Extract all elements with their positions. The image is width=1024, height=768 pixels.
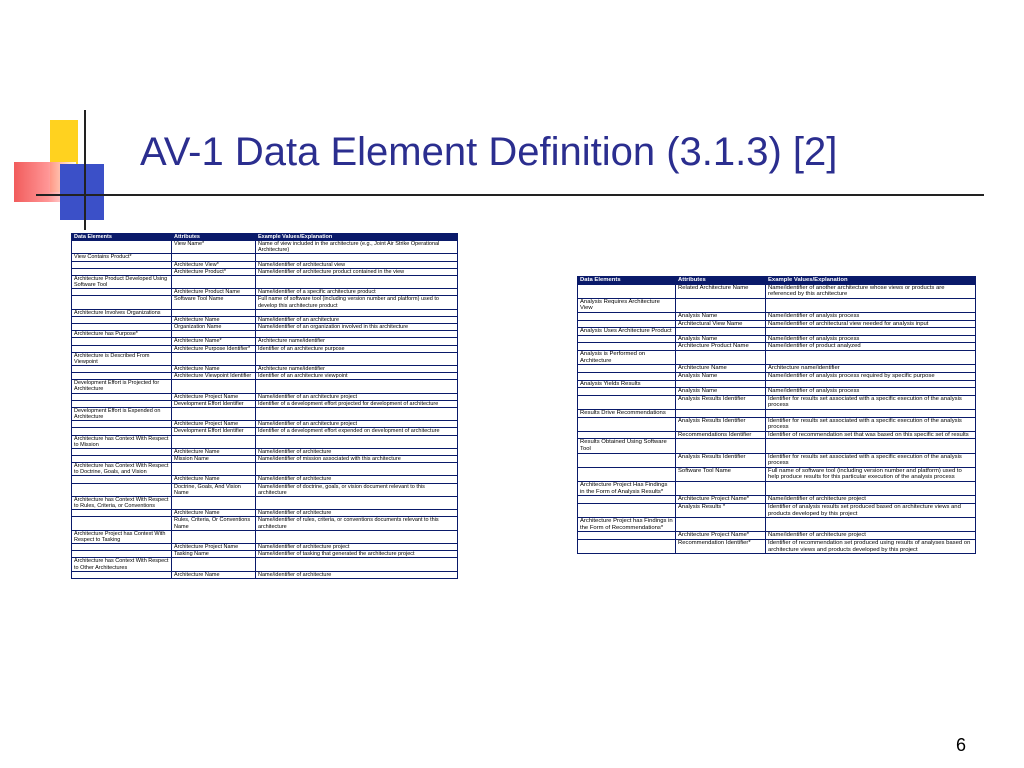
cell-data-element: Results Drive Recommendations xyxy=(578,409,676,417)
cell-explanation: Name/identifier of an architecture project xyxy=(256,393,458,400)
cell-explanation: Name/identifier of architecture xyxy=(256,448,458,455)
cell-attribute xyxy=(676,380,766,388)
cell-data-element xyxy=(578,372,676,380)
cell-attribute: Doctrine, Goals, And Vision Name xyxy=(172,483,256,496)
table-row xyxy=(578,532,976,540)
cell-explanation: Name/identifier of architecture xyxy=(256,476,458,483)
table-row xyxy=(578,417,976,431)
cell-attribute: Architecture Viewpoint Identifier xyxy=(172,373,256,380)
cell-explanation: Identifier for results set associated with a specific execution of the analysis process xyxy=(766,417,976,431)
cell-attribute: Architecture Name xyxy=(676,365,766,373)
cell-explanation: Name/identifier of analysis process xyxy=(766,335,976,343)
cell-data-element xyxy=(578,335,676,343)
table-row xyxy=(72,407,458,420)
cell-attribute: Analysis Name xyxy=(676,313,766,321)
cell-data-element: Architecture Project Has Findings in the Form of Analysis Results* xyxy=(578,482,676,496)
table-row xyxy=(578,395,976,409)
cell-explanation: Name/identifier of tasking that generated the architecture project xyxy=(256,551,458,558)
cell-attribute: Architecture Name xyxy=(172,365,256,372)
cell-attribute: Architectural View Name xyxy=(676,320,766,328)
cell-explanation xyxy=(256,380,458,393)
slide-logo xyxy=(0,100,140,240)
cell-explanation xyxy=(766,439,976,453)
cell-attribute xyxy=(676,328,766,336)
cell-attribute xyxy=(172,407,256,420)
cell-data-element xyxy=(72,551,172,558)
cell-attribute: Recommendations Identifier xyxy=(676,431,766,439)
table-row xyxy=(72,316,458,323)
cell-attribute: Mission Name xyxy=(172,456,256,463)
cell-data-element: Architecture has Context With Respect to Doctrine, Goals, and Vision xyxy=(72,463,172,476)
page-number: 6 xyxy=(955,735,966,755)
header-example-values: Example Values/Explanation xyxy=(766,277,976,285)
cell-data-element xyxy=(72,517,172,530)
cell-explanation: Name/identifier of architecture project xyxy=(766,532,976,540)
cell-attribute xyxy=(172,309,256,316)
cell-explanation: Name/identifier of architecture product contained in the view xyxy=(256,268,458,275)
cell-explanation xyxy=(256,352,458,365)
cell-explanation: Identifier of a development effort expended on development of architecture xyxy=(256,428,458,435)
header-data-elements: Data Elements xyxy=(578,277,676,285)
table-row xyxy=(72,558,458,571)
cell-explanation xyxy=(256,558,458,571)
cell-explanation: Name/identifier of product analyzed xyxy=(766,343,976,351)
cell-attribute: Architecture Name xyxy=(172,316,256,323)
cell-explanation xyxy=(766,409,976,417)
logo-vertical-line xyxy=(84,110,86,230)
cell-attribute: Analysis Results * xyxy=(676,503,766,517)
cell-attribute: Architecture View* xyxy=(172,261,256,268)
table-row xyxy=(72,331,458,338)
cell-data-element: Analysis Requires Architecture View xyxy=(578,298,676,312)
cell-data-element xyxy=(578,503,676,517)
cell-attribute: Analysis Results Identifier xyxy=(676,417,766,431)
cell-explanation: Name/identifier of architecture project xyxy=(256,544,458,551)
table-row xyxy=(578,431,976,439)
cell-explanation: Name/identifier of rules, criteria, or conventions documents relevant to this architecture xyxy=(256,517,458,530)
cell-explanation xyxy=(256,530,458,543)
cell-attribute: Architecture Product* xyxy=(172,268,256,275)
cell-explanation xyxy=(766,482,976,496)
cell-attribute: Architecture Project Name xyxy=(172,421,256,428)
cell-data-element: Architecture has Context With Respect to Other Architectures xyxy=(72,558,172,571)
table-row xyxy=(72,571,458,578)
table-row xyxy=(72,428,458,435)
cell-explanation xyxy=(256,496,458,509)
cell-explanation: Identifier of recommendation set that was based on this specific set of results xyxy=(766,431,976,439)
table-row xyxy=(72,365,458,372)
table-row xyxy=(72,435,458,448)
cell-explanation xyxy=(256,331,458,338)
table-row xyxy=(578,467,976,481)
table-row xyxy=(578,453,976,467)
cell-explanation: Identifier for results set associated with a specific execution of the analysis process xyxy=(766,453,976,467)
cell-explanation: Identifier of an architecture purpose xyxy=(256,345,458,352)
table-header-row xyxy=(578,277,976,285)
cell-attribute xyxy=(172,463,256,476)
cell-attribute xyxy=(172,254,256,261)
cell-explanation: Full name of software tool (including version number and platform) used to develop this architecture product xyxy=(256,296,458,309)
table-row xyxy=(578,439,976,453)
cell-attribute: Analysis Name xyxy=(676,388,766,396)
cell-attribute: Architecture Project Name* xyxy=(676,496,766,504)
cell-data-element xyxy=(578,467,676,481)
cell-explanation: Name/identifier of a specific architecture product xyxy=(256,289,458,296)
cell-data-element xyxy=(578,343,676,351)
cell-explanation: Name/identifier of mission associated with this architecture xyxy=(256,456,458,463)
cell-data-element xyxy=(72,510,172,517)
slide-title: AV-1 Data Element Definition (3.1.3) [2] xyxy=(140,130,838,174)
cell-attribute: Analysis Name xyxy=(676,372,766,380)
table-row xyxy=(578,351,976,365)
cell-data-element xyxy=(72,296,172,309)
table-row xyxy=(72,544,458,551)
left-definition-table xyxy=(71,233,458,579)
cell-data-element xyxy=(72,456,172,463)
cell-attribute xyxy=(172,331,256,338)
header-attributes: Attributes xyxy=(676,277,766,285)
table-row xyxy=(578,539,976,553)
cell-attribute xyxy=(172,275,256,288)
cell-data-element xyxy=(72,393,172,400)
table-row xyxy=(72,483,458,496)
cell-explanation xyxy=(766,380,976,388)
cell-data-element xyxy=(72,483,172,496)
table-header-row xyxy=(72,234,458,241)
cell-data-element xyxy=(72,345,172,352)
table-row xyxy=(578,372,976,380)
table-row xyxy=(72,241,458,254)
cell-explanation xyxy=(256,407,458,420)
table-row xyxy=(72,530,458,543)
cell-attribute xyxy=(172,380,256,393)
table-row xyxy=(578,313,976,321)
table-row xyxy=(72,309,458,316)
cell-attribute xyxy=(676,409,766,417)
cell-explanation: Full name of software tool (including version number and platform) used to help produce results for this particular execution of the analysis process xyxy=(766,467,976,481)
header-data-elements: Data Elements xyxy=(72,234,172,241)
cell-data-element xyxy=(578,284,676,298)
cell-attribute xyxy=(172,352,256,365)
cell-attribute: Rules, Criteria, Or Conventions Name xyxy=(172,517,256,530)
cell-attribute: Architecture Name xyxy=(172,448,256,455)
table-row xyxy=(578,380,976,388)
cell-data-element xyxy=(578,431,676,439)
cell-data-element xyxy=(72,544,172,551)
cell-attribute: Architecture Name xyxy=(172,571,256,578)
cell-attribute: Architecture Name xyxy=(172,510,256,517)
cell-attribute: Analysis Results Identifier xyxy=(676,395,766,409)
cell-explanation xyxy=(256,309,458,316)
table-row xyxy=(578,365,976,373)
table-row xyxy=(72,496,458,509)
table-row xyxy=(72,261,458,268)
cell-data-element xyxy=(578,496,676,504)
cell-explanation xyxy=(766,298,976,312)
cell-attribute: Analysis Results Identifier xyxy=(676,453,766,467)
table-row xyxy=(72,456,458,463)
table-row xyxy=(72,275,458,288)
cell-attribute: Development Effort Identifier xyxy=(172,428,256,435)
cell-data-element xyxy=(72,448,172,455)
cell-data-element: Analysis Yields Results xyxy=(578,380,676,388)
cell-explanation: Identifier for results set associated with a specific execution of the analysis process xyxy=(766,395,976,409)
cell-explanation xyxy=(256,463,458,476)
cell-explanation: Name/identifier of architecture xyxy=(256,510,458,517)
cell-data-element xyxy=(578,313,676,321)
cell-data-element xyxy=(72,365,172,372)
table-row xyxy=(72,296,458,309)
cell-attribute xyxy=(172,435,256,448)
cell-explanation: Name/identifier of an architecture project xyxy=(256,421,458,428)
table-row xyxy=(72,393,458,400)
cell-data-element xyxy=(72,261,172,268)
cell-explanation: Name/identifier of analysis process xyxy=(766,313,976,321)
cell-data-element xyxy=(578,417,676,431)
cell-explanation: Name/identifier of analysis process xyxy=(766,388,976,396)
header-attributes: Attributes xyxy=(172,234,256,241)
cell-data-element xyxy=(578,395,676,409)
cell-data-element: Architecture has Context With Respect to Mission xyxy=(72,435,172,448)
cell-attribute: Tasking Name xyxy=(172,551,256,558)
cell-attribute: Recommendation Identifier* xyxy=(676,539,766,553)
logo-blue-square xyxy=(60,164,104,220)
table-row xyxy=(72,476,458,483)
cell-attribute: View Name* xyxy=(172,241,256,254)
table-row xyxy=(72,254,458,261)
cell-attribute xyxy=(676,518,766,532)
cell-data-element xyxy=(72,338,172,345)
table-row xyxy=(72,421,458,428)
cell-attribute: Architecture Purpose Identifier* xyxy=(172,345,256,352)
table-row xyxy=(72,380,458,393)
cell-explanation: Name/identifier of architectural view needed for analysis input xyxy=(766,320,976,328)
cell-data-element: Architecture has Context With Respect to Rules, Criteria, or Conventions xyxy=(72,496,172,509)
cell-attribute xyxy=(172,530,256,543)
cell-explanation: Name/identifier of an organization involved in this architecture xyxy=(256,324,458,331)
cell-data-element xyxy=(72,421,172,428)
cell-explanation: Identifier of recommendation set produced using results of analyses based on architecture views and products developed by this project xyxy=(766,539,976,553)
cell-data-element: Analysis is Performed on Architecture xyxy=(578,351,676,365)
cell-data-element xyxy=(578,539,676,553)
cell-attribute: Software Tool Name xyxy=(172,296,256,309)
cell-data-element xyxy=(72,241,172,254)
cell-data-element xyxy=(578,365,676,373)
cell-attribute xyxy=(676,351,766,365)
cell-explanation: Identifier of a development effort projected for development of architecture xyxy=(256,400,458,407)
cell-explanation xyxy=(256,254,458,261)
cell-attribute: Architecture Project Name xyxy=(172,393,256,400)
cell-explanation: Name/identifier of doctrine, goals, or vision document relevant to this architecture xyxy=(256,483,458,496)
cell-data-element xyxy=(72,400,172,407)
cell-data-element xyxy=(72,268,172,275)
table-row xyxy=(72,517,458,530)
table-row xyxy=(578,343,976,351)
table-row xyxy=(72,510,458,517)
cell-explanation: Name/identifier of analysis process required by specific purpose xyxy=(766,372,976,380)
cell-data-element xyxy=(72,316,172,323)
cell-attribute xyxy=(172,496,256,509)
cell-data-element: Analysis Uses Architecture Product xyxy=(578,328,676,336)
cell-data-element xyxy=(72,373,172,380)
cell-data-element xyxy=(72,289,172,296)
cell-attribute: Related Architecture Name xyxy=(676,284,766,298)
cell-data-element: Architecture Project has Context With Respect to Tasking xyxy=(72,530,172,543)
table-row xyxy=(578,320,976,328)
cell-explanation: Name/identifier of architecture project xyxy=(766,496,976,504)
cell-attribute: Architecture Name* xyxy=(172,338,256,345)
table-row xyxy=(578,298,976,312)
cell-data-element xyxy=(578,532,676,540)
cell-data-element xyxy=(578,453,676,467)
table-row xyxy=(578,328,976,336)
cell-data-element: Architecture has Purpose* xyxy=(72,331,172,338)
cell-attribute xyxy=(676,298,766,312)
table-row xyxy=(72,352,458,365)
table-row xyxy=(72,345,458,352)
cell-data-element xyxy=(72,324,172,331)
cell-attribute: Architecture Product Name xyxy=(172,289,256,296)
cell-attribute: Software Tool Name xyxy=(676,467,766,481)
cell-explanation: Name/identifier of another architecture whose views or products are referenced by this architecture xyxy=(766,284,976,298)
cell-attribute: Organization Name xyxy=(172,324,256,331)
right-definition-table xyxy=(577,276,976,554)
cell-attribute: Architecture Name xyxy=(172,476,256,483)
cell-data-element: View Contains Product* xyxy=(72,254,172,261)
cell-explanation xyxy=(256,275,458,288)
cell-data-element: Development Effort is Expended on Architecture xyxy=(72,407,172,420)
table-row xyxy=(72,289,458,296)
cell-explanation: Architecture name/identifier xyxy=(766,365,976,373)
cell-explanation: Architecture name/identifier xyxy=(256,365,458,372)
cell-attribute: Analysis Name xyxy=(676,335,766,343)
cell-attribute: Architecture Project Name xyxy=(172,544,256,551)
table-row xyxy=(578,335,976,343)
cell-data-element xyxy=(578,320,676,328)
table-row xyxy=(72,551,458,558)
table-row xyxy=(578,496,976,504)
cell-data-element: Results Obtained Using Software Tool xyxy=(578,439,676,453)
cell-data-element xyxy=(72,476,172,483)
cell-explanation: Name of view included in the architecture (e.g., Joint Air Strike Operational Architecture) xyxy=(256,241,458,254)
table-row xyxy=(578,503,976,517)
table-row xyxy=(578,284,976,298)
cell-explanation: Name/identifier of an architecture xyxy=(256,316,458,323)
cell-data-element xyxy=(578,388,676,396)
cell-explanation xyxy=(256,435,458,448)
table-row xyxy=(72,448,458,455)
cell-explanation xyxy=(766,328,976,336)
table-row xyxy=(72,463,458,476)
cell-explanation xyxy=(766,351,976,365)
cell-attribute: Architecture Project Name* xyxy=(676,532,766,540)
cell-data-element: Architecture Involves Organizations xyxy=(72,309,172,316)
cell-explanation: Identifier of an architecture viewpoint xyxy=(256,373,458,380)
table-row xyxy=(578,518,976,532)
cell-data-element xyxy=(72,428,172,435)
table-row xyxy=(72,373,458,380)
header-example-values: Example Values/Explanation xyxy=(256,234,458,241)
cell-attribute xyxy=(676,482,766,496)
cell-explanation: Name/identifier of architecture xyxy=(256,571,458,578)
table-row xyxy=(72,268,458,275)
table-row xyxy=(72,338,458,345)
table-row xyxy=(72,324,458,331)
cell-attribute xyxy=(676,439,766,453)
cell-attribute xyxy=(172,558,256,571)
cell-explanation: Architecture name/identifier xyxy=(256,338,458,345)
cell-explanation: Name/identifier of architectural view xyxy=(256,261,458,268)
cell-attribute: Architecture Product Name xyxy=(676,343,766,351)
table-row xyxy=(578,388,976,396)
table-row xyxy=(578,409,976,417)
cell-data-element: Architecture Project has Findings in the Form of Recommendations* xyxy=(578,518,676,532)
cell-attribute: Development Effort Identifier xyxy=(172,400,256,407)
cell-explanation xyxy=(766,518,976,532)
table-row xyxy=(578,482,976,496)
cell-explanation: Identifier of analysis results set produced based on architecture views and products developed by this project xyxy=(766,503,976,517)
cell-data-element: Architecture is Described From Viewpoint xyxy=(72,352,172,365)
cell-data-element: Development Effort is Projected for Architecture xyxy=(72,380,172,393)
cell-data-element xyxy=(72,571,172,578)
table-row xyxy=(72,400,458,407)
cell-data-element: Architecture Product Developed Using Software Tool xyxy=(72,275,172,288)
title-underline xyxy=(84,194,984,196)
